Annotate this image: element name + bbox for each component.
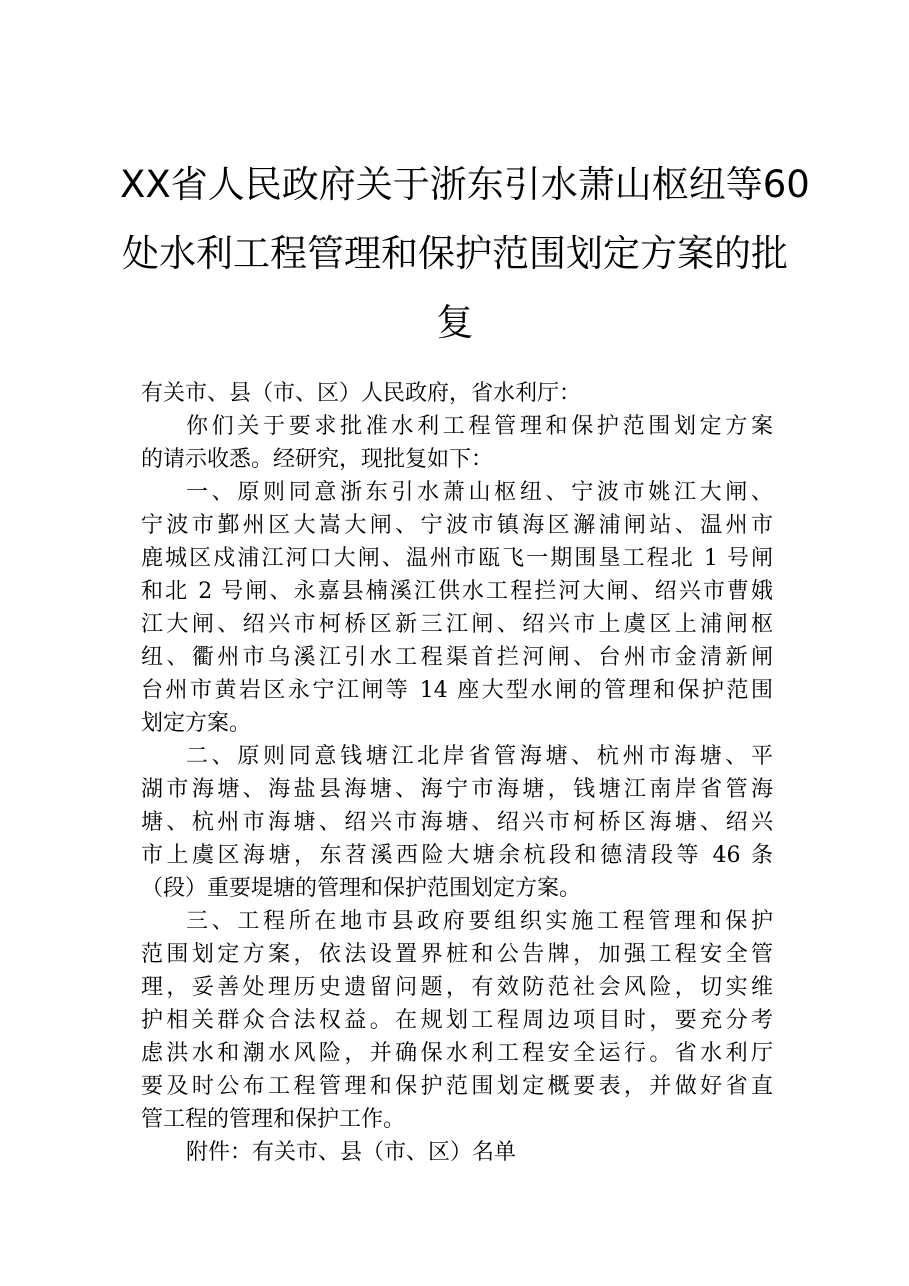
title-line: XX省人民政府关于浙东引水萧山枢纽等60 <box>120 163 810 206</box>
paragraph-line: 范围划定方案，依法设置界桩和公告牌，加强工程安全管 <box>141 942 773 967</box>
document-body <box>141 377 773 1169</box>
title-line: 处水利工程管理和保护范围划定方案的批 <box>122 232 788 275</box>
paragraph-item-2 <box>141 740 773 905</box>
salutation-line: 有关市、县（市、区）人民政府，省水利厅： <box>141 381 582 406</box>
paragraph-line: 的请示收悉。经研究，现批复如下： <box>141 447 494 472</box>
paragraph-line: 宁波市鄞州区大嵩大闸、宁波市镇海区澥浦闸站、温州市 <box>141 513 773 538</box>
paragraph-line: 一、原则同意浙东引水萧山枢纽、宁波市姚江大闸、 <box>186 480 773 505</box>
title-line: 复 <box>436 301 474 344</box>
paragraph-line: 划定方案。 <box>141 711 252 736</box>
paragraph-request <box>141 410 773 476</box>
document-title <box>120 150 810 357</box>
paragraph-line: 虑洪水和潮水风险，并确保水利工程安全运行。省水利厅 <box>141 1041 773 1066</box>
paragraph-item-1 <box>141 476 773 740</box>
paragraph-line: 要及时公布工程管理和保护范围划定概要表，并做好省直 <box>141 1074 773 1099</box>
paragraph-line: 塘、杭州市海塘、绍兴市海塘、绍兴市柯桥区海塘、绍兴 <box>141 810 773 835</box>
paragraph-line: 二、原则同意钱塘江北岸省管海塘、杭州市海塘、平 <box>186 744 773 769</box>
paragraph-line: 市上虞区海塘，东苕溪西险大塘余杭段和德清段等 46 条 <box>141 843 773 868</box>
paragraph-line: 纽、衢州市乌溪江引水工程渠首拦河闸、台州市金清新闸 <box>141 645 773 670</box>
paragraph-line: 三、工程所在地市县政府要组织实施工程管理和保护 <box>186 909 773 934</box>
attachment-line: 附件：有关市、县（市、区）名单 <box>186 1140 517 1165</box>
paragraph-line: 理，妥善处理历史遗留问题，有效防范社会风险，切实维 <box>141 975 773 1000</box>
paragraph-line: 你们关于要求批准水利工程管理和保护范围划定方案 <box>186 414 773 439</box>
paragraph-line: 护相关群众合法权益。在规划工程周边项目时，要充分考 <box>141 1008 773 1033</box>
paragraph-line: 管工程的管理和保护工作。 <box>141 1107 406 1132</box>
paragraph-line: 鹿城区戍浦江河口大闸、温州市瓯飞一期围垦工程北 1 号闸 <box>141 546 773 571</box>
attachment-note <box>141 1136 773 1169</box>
paragraph-line: 和北 2 号闸、永嘉县楠溪江供水工程拦河大闸、绍兴市曹娥 <box>141 579 773 604</box>
paragraph-line: 台州市黄岩区永宁江闸等 14 座大型水闸的管理和保护范围 <box>141 678 773 703</box>
paragraph-line: 江大闸、绍兴市柯桥区新三江闸、绍兴市上虞区上浦闸枢 <box>141 612 773 637</box>
paragraph-line: （段）重要堤塘的管理和保护范围划定方案。 <box>141 876 582 901</box>
salutation <box>141 377 773 410</box>
paragraph-item-3 <box>141 905 773 1136</box>
paragraph-line: 湖市海塘、海盐县海塘、海宁市海塘，钱塘江南岸省管海 <box>141 777 773 802</box>
